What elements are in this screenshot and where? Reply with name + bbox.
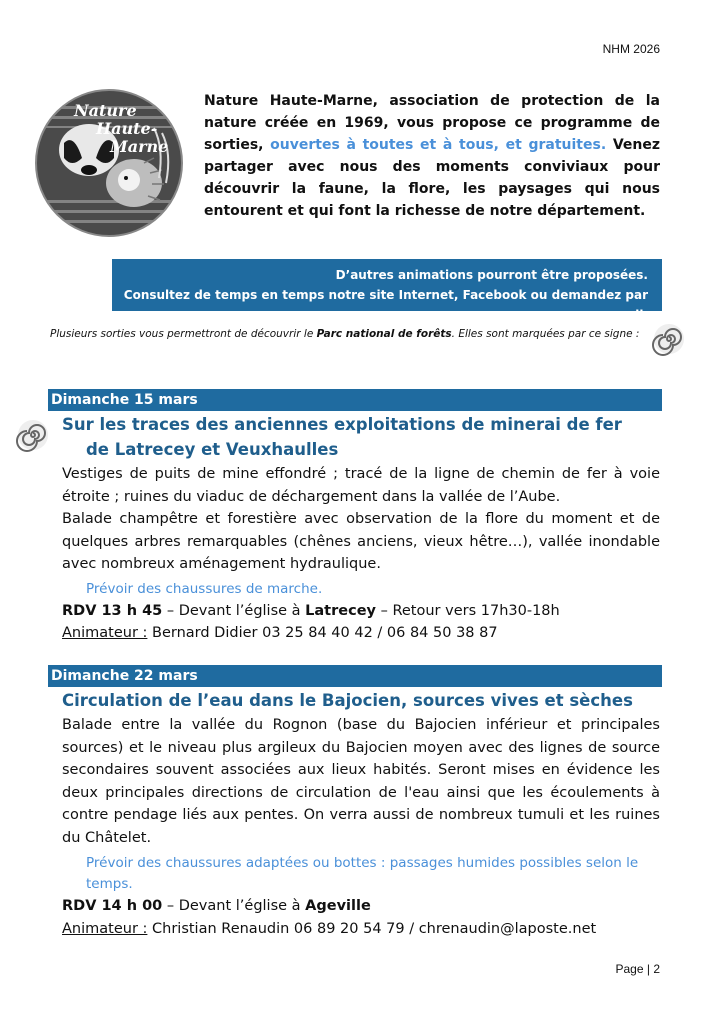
- event-1-note: Prévoir des chaussures de marche.: [86, 581, 323, 597]
- intro-text-2: Venez partager avec nous des moments conviviaux pour découvrir la faune, la flore, les paysages qui nous entourent et qui font la richesse de notre département.: [204, 137, 660, 219]
- logo-text-marne: Marne: [110, 137, 169, 156]
- info-banner: [112, 259, 662, 322]
- event-2-date-bar: Dimanche 22 mars: [48, 665, 662, 687]
- parc-national-spiral-icon: [652, 322, 686, 356]
- event-1-parc-spiral-icon: [16, 418, 50, 452]
- page-footer: [615, 962, 660, 976]
- intro-text-1: Nature Haute-Marne, association de protection de la nature créée en 1969, vous propose ce programme de sorties,: [204, 93, 660, 153]
- event-1-rdv-end: – Retour vers 17h30-18h: [375, 603, 560, 619]
- event-2-rdv: [62, 895, 371, 917]
- event-2-animateur-value: Christian Renaudin 06 89 20 54 79 / chrenaudin@laposte.net: [147, 921, 597, 937]
- event-1-paragraph-1: Vestiges de puits de mine effondré ; tracé de la ligne de chemin de fer à voie étroite ; ruines du viaduc de déchargement dans la vallée de l’Aube.: [62, 466, 660, 505]
- event-1-animateur: [62, 622, 498, 644]
- logo-text-haute: Haute-: [96, 119, 158, 138]
- event-1-description: [62, 463, 660, 576]
- page-number: 2: [653, 962, 660, 976]
- parc-note-before: Plusieurs sorties vous permettront de découvrir le: [50, 328, 317, 340]
- event-2-note: Prévoir des chaussures adaptées ou bottes : passages humides possibles selon le temps.: [86, 855, 639, 892]
- event-1-rdv-mid: – Devant l’église à: [162, 603, 306, 619]
- intro-paragraph: [204, 90, 660, 222]
- event-2-animateur-label: Animateur :: [62, 921, 148, 937]
- page-separator: |: [646, 962, 650, 976]
- logo-text-nature: Nature: [74, 101, 137, 120]
- event-1-animateur-label: Animateur :: [62, 625, 148, 641]
- event-2-title: Circulation de l’eau dans le Bajocien, sources vives et sèches: [62, 691, 633, 710]
- event-2-rdv-mid: – Devant l’église à: [162, 898, 306, 914]
- page-label: Page: [615, 962, 644, 976]
- event-1-title-line-1: Sur les traces des anciennes exploitations de minerai de fer: [62, 415, 622, 434]
- event-2-animateur: [62, 918, 596, 940]
- event-1-rdv-place: Latrecey: [305, 603, 376, 619]
- event-1-rdv-label: RDV 13 h 45: [62, 603, 163, 619]
- event-1-animateur-value: Bernard Didier 03 25 84 40 42 / 06 84 50 38 87: [147, 625, 498, 641]
- event-2-description: Balade entre la vallée du Rognon (base du Bajocien inférieur et principales sources) et le niveau plus argileux du Bajocien moyen avec des lignes de source secondaires souvent associées aux lieux habités. Seront mises en évidence les deux principales directions de circulation de l'eau ainsi que les écoulements à contre pendage liés aux pentes. On verra aussi de nombreux tumuli et les ruines du Châtelet.: [62, 717, 660, 846]
- banner-line-1: D’autres animations pourront être proposées.: [335, 268, 648, 282]
- event-1-paragraph-2: Balade champêtre et forestière avec observation de la flore du moment et de quelques arbres remarquables (chênes anciens, vieux hêtre…), vallée inondable avec nombreux aménagement hydraulique.: [62, 511, 660, 572]
- event-1-date-bar: Dimanche 15 mars: [48, 389, 662, 411]
- document-tag: NHM 2026: [602, 42, 660, 56]
- event-2-rdv-place: Ageville: [305, 898, 371, 914]
- event-1-title-line-2: de Latrecey et Veuxhaulles: [86, 440, 339, 459]
- parc-national-note: [50, 328, 639, 340]
- parc-note-after: . Elles sont marquées par ce signe :: [451, 328, 640, 340]
- nature-haute-marne-logo: [34, 88, 184, 238]
- banner-line-2: Consultez de temps en temps notre site Internet, Facebook ou demandez par mail.: [123, 288, 648, 322]
- event-2-rdv-label: RDV 14 h 00: [62, 898, 163, 914]
- intro-highlight: ouvertes à toutes et à tous, et gratuites.: [270, 137, 607, 153]
- event-1-rdv: [62, 600, 560, 622]
- parc-note-bold: Parc national de forêts: [316, 328, 452, 340]
